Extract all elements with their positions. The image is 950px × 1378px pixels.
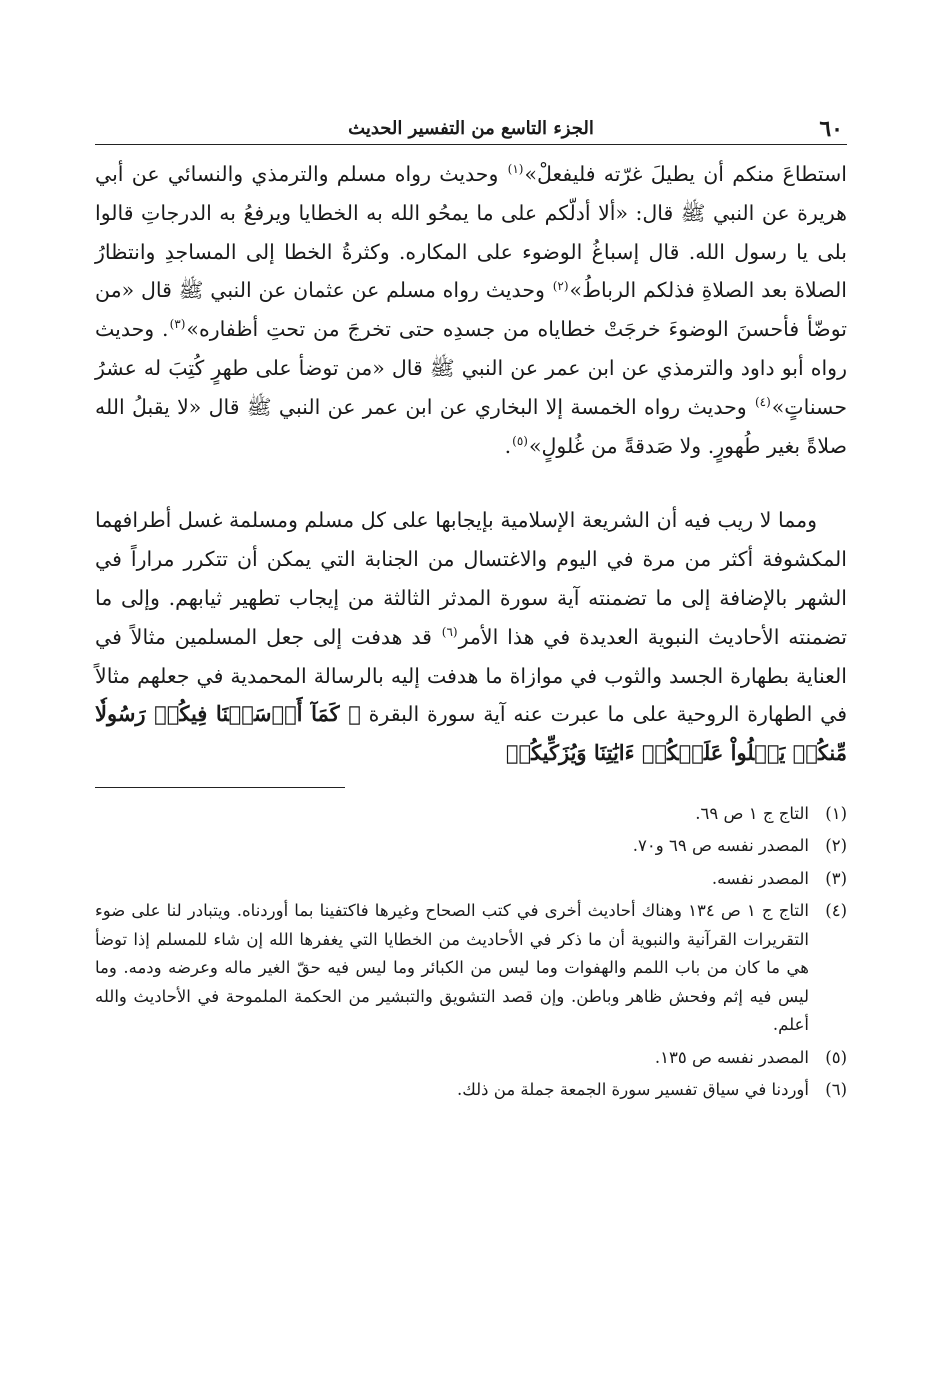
footnote-number: (٦)	[825, 1080, 847, 1100]
quran-verse: ﴿ كَمَآ أَرۡسَلۡنَا فِيكُمۡ رَسُولٗا مِّنكُمۡ يَتۡلُواْ عَلَيۡكُمۡ ءَايَٰتِنَا وَيُزَكِّيكُمۡ	[95, 701, 847, 766]
footnote-separator	[95, 787, 345, 788]
footnote-text: المصدر نفسه.	[711, 868, 809, 888]
text-run: . وحديث رواه أبو داود والترمذي عن ابن عمر عن النبي ﷺ قال «من توضأ على طهرٍ كُتِبَ له عشرُ حسناتٍ»	[95, 317, 847, 419]
text-run: وحديث رواه مسلم والترمذي والنسائي عن أبي هريرة عن النبي ﷺ قال: «ألا أدلّكم على ما يمحُو الله به الخطايا ويرفعُ به الدرجاتِ قالوا بلى يا رسول الله. قال إسباغُ الوضوء على المكاره. وكثرةُ الخطا إلى المساجدِ وانتظارُ الصلاة بعد الصلاةِ فذلكم الرباطُ»	[95, 162, 847, 303]
footnote-ref-4: (٤)	[754, 394, 771, 409]
footnote-ref-2: (٢)	[552, 278, 569, 293]
footnote-item	[95, 865, 847, 894]
page-number: ٦٠	[819, 116, 843, 142]
text-run: وحديث رواه الخمسة إلا البخاري عن ابن عمر عن النبي ﷺ قال «لا يقبلُ الله صلاةً بغير طُهورٍ. ولا صَدقةً من غُلولٍ»	[95, 394, 847, 458]
text-run: ومما لا ريب فيه أن الشريعة الإسلامية بإيجابها على كل مسلم ومسلمة غسل أطرافهما المكشوفة أكثر من مرة في اليوم والاغتسال من الجنابة التي يمكن أن تتكرر مراراً في الشهر بالإضافة إلى ما تضمنته آية سورة المدثر الثالثة من إيجاب تطهير ثيابهم. وإلى ما تضمنته الأحاديث النبوية العديدة في هذا الأمر	[95, 508, 848, 649]
running-title: الجزء التاسع من التفسير الحديث	[348, 118, 594, 139]
main-text	[95, 155, 847, 773]
paragraph-1	[95, 155, 847, 465]
footnote-item	[95, 800, 847, 829]
footnote-number: (٤)	[825, 901, 847, 921]
footnote-item	[95, 1076, 847, 1105]
footnote-number: (٥)	[825, 1047, 847, 1067]
footnote-number: (٢)	[825, 836, 847, 856]
footnote-item	[95, 897, 847, 1040]
footnote-text: المصدر نفسه ص ٦٩ و٧٠.	[632, 836, 809, 856]
text-run: وحديث رواه مسلم عن عثمان عن النبي ﷺ قال «من توضّأ فأحسنَ الوضوءَ خرجَتْ خطاياه من جسدِه حتى تخرجَ من تحتِ أظفاره»	[95, 278, 848, 342]
text-run: استطاعَ منكم أن يطيلَ غرّته فليفعلْ»	[524, 162, 847, 186]
footnote-text: التاج ج ١ ص ٦٩.	[695, 803, 809, 823]
footnote-number: (١)	[825, 803, 847, 823]
footnotes-list	[95, 800, 847, 1105]
footnote-ref-3: (٣)	[169, 317, 186, 332]
book-page	[95, 112, 847, 1121]
text-run: قد هدفت إلى جعل المسلمين مثالاً في العناية بطهارة الجسد والثوب في موازاة ما هدفت إليه بالرسالة المحمدية في جعلهم مثالاً في الطهارة الروحية على ما عبرت عنه آية سورة البقرة	[95, 624, 848, 727]
paragraph-2	[95, 501, 847, 773]
footnote-text: المصدر نفسه ص ١٣٥.	[654, 1047, 809, 1067]
footnote-item	[95, 832, 847, 861]
footnote-ref-6: (٦)	[441, 624, 458, 639]
text-run: .	[504, 433, 512, 458]
footnote-number: (٣)	[825, 868, 847, 888]
running-header	[95, 112, 847, 145]
footnote-text: أوردنا في سياق تفسير سورة الجمعة جملة من ذلك.	[456, 1080, 809, 1100]
footnote-item	[95, 1044, 847, 1073]
footnote-ref-5: (٥)	[512, 433, 528, 448]
footnote-ref-1: (١)	[507, 162, 524, 177]
footnote-text: التاج ج ١ ص ١٣٤ وهناك أحاديث أخرى في كتب الصحاح وغيرها فاكتفينا بما أوردناه. ويتبادر لنا على ضوء التقريرات القرآنية والنبوية أن ما ذكر في الأحاديث من الخطايا التي يغفرها الله إن شاء للمسلم إذا توضأ هي ما كان من باب اللمم والهفوات وما ليس من الكبائر وما ليس فيه حقّ الغير ماله وعرضه ودمه. وما ليس فيه إثم وفحش ظاهر وباطن. وإن قصد التشويق والتبشير من الحكمة الملموحة في الأحاديث والله أعلم.	[95, 901, 809, 1035]
